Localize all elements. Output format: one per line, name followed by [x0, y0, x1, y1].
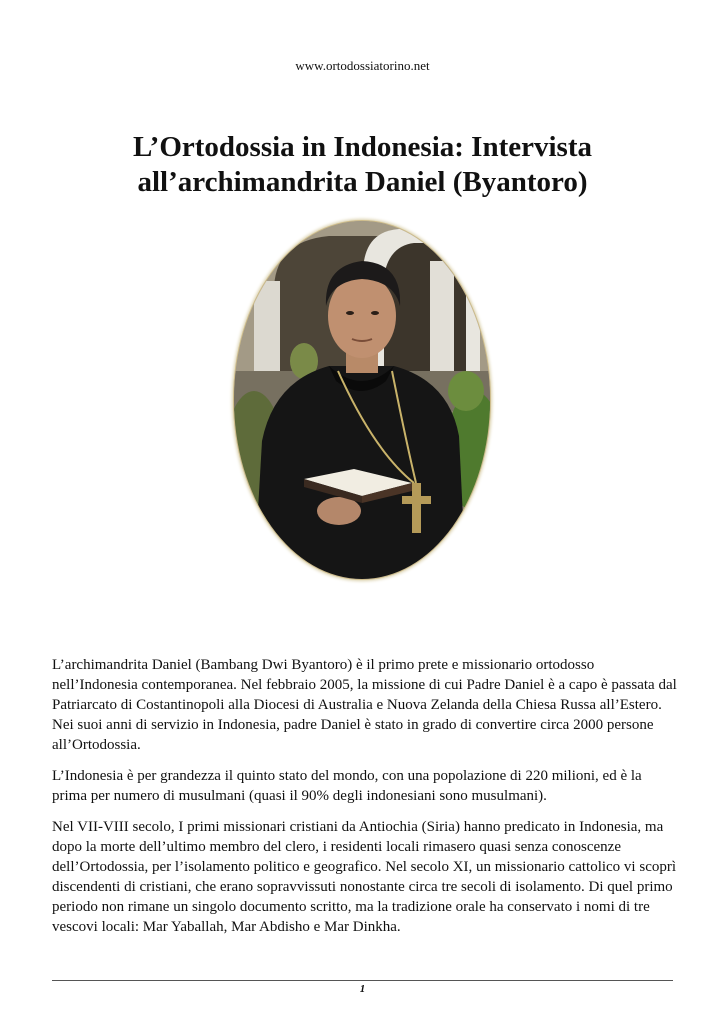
- portrait-illustration: [234, 221, 490, 579]
- paragraph-2: L’Indonesia è per grandezza il quinto stato del mondo, con una popolazione di 220 milioni, ed è la prima per numero di musulmani (quasi il 90% degli indonesiani sono musulmani).: [52, 768, 642, 804]
- footer-divider: [52, 980, 673, 981]
- site-url: www.ortodossiatorino.net: [295, 58, 430, 73]
- portrait-photo: [234, 221, 490, 579]
- paragraph-1: L’archimandrita Daniel (Bambang Dwi Byantoro) è il primo prete e missionario ortodosso nell’Indonesia contemporanea. Nel febbraio 2005, la missione di cui Padre Daniel è a capo è passata dal Patriarcato di Costantinopoli alla Diocesi di Australia e Nuova Zelanda della Chiesa Russa all’Estero. Nei suoi anni di servizio in Indonesia, padre Daniel è stato in grado di convertire circa 2000 persone all’Ortodossia.: [52, 657, 677, 753]
- body-text: [52, 655, 677, 948]
- page-number: 1: [359, 983, 366, 995]
- document-title: L’Ortodossia in Indonesia: Intervista all’archimandrita Daniel (Byantoro): [133, 131, 592, 198]
- paragraph-3: Nel VII-VIII secolo, I primi missionari cristiani da Antiochia (Siria) hanno predicato in Indonesia, ma dopo la morte dell’ultimo membro del clero, i residenti locali rimasero quasi senza conoscenze dell’Ortodossia, per l’isolamento politico e geografico. Nel secolo XI, un missionario cattolico vi scoprì discendenti di cristiani, che erano sopravvissuti nonostante circa tre secoli di isolamento. Di quel primo periodo non rimane un singolo documento scritto, ma la tradizione orale ha conservato i nomi di tre vescovi locali: Mar Yaballah, Mar Abdisho e Mar Dinkha.: [52, 819, 677, 935]
